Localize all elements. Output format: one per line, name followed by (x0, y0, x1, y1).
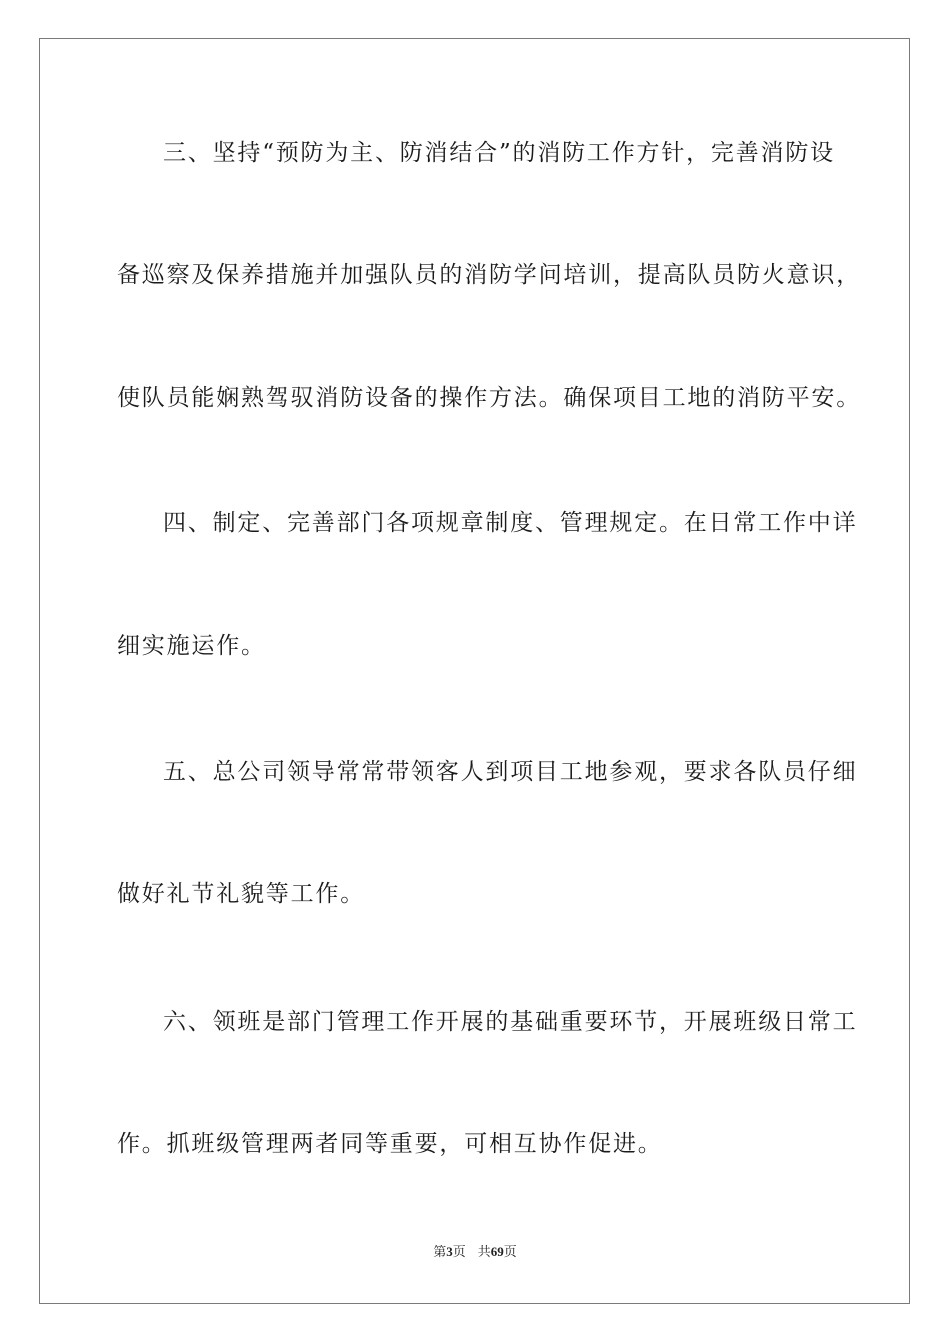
paragraph-4-line-2: 细实施运作。 (117, 633, 266, 659)
total-page-count: 69 (490, 1244, 504, 1259)
paragraph-3-line-2: 备巡察及保养措施并加强队员的消防学问培训，提高队员防火意识， (117, 262, 861, 288)
paragraph-3-line-3: 使队员能娴熟驾驭消防设备的操作方法。确保项目工地的消防平安。 (117, 385, 861, 411)
paragraph-5-line-1: 五、总公司领导常常带领客人到项目工地参观，要求各队员仔细 (163, 759, 858, 785)
paragraph-5-line-2: 做好礼节礼貌等工作。 (117, 881, 365, 907)
page-prefix: 第 (433, 1245, 447, 1260)
page-footer (0, 1243, 950, 1262)
current-page-number: 3 (446, 1244, 453, 1259)
paragraph-4-line-1: 四、制定、完善部门各项规章制度、管理规定。在日常工作中详 (163, 510, 858, 536)
paragraph-3-line-1: 三、坚持“预防为主、防消结合”的消防工作方针，完善消防设 (163, 140, 835, 166)
total-prefix: 共 (477, 1245, 491, 1260)
paragraph-6-line-2: 作。抓班级管理两者同等重要，可相互协作促进。 (117, 1131, 663, 1157)
total-unit: 页 (503, 1245, 517, 1260)
page-unit: 页 (452, 1245, 466, 1260)
paragraph-6-line-1: 六、领班是部门管理工作开展的基础重要环节，开展班级日常工 (163, 1009, 858, 1035)
page-border (39, 38, 910, 1304)
